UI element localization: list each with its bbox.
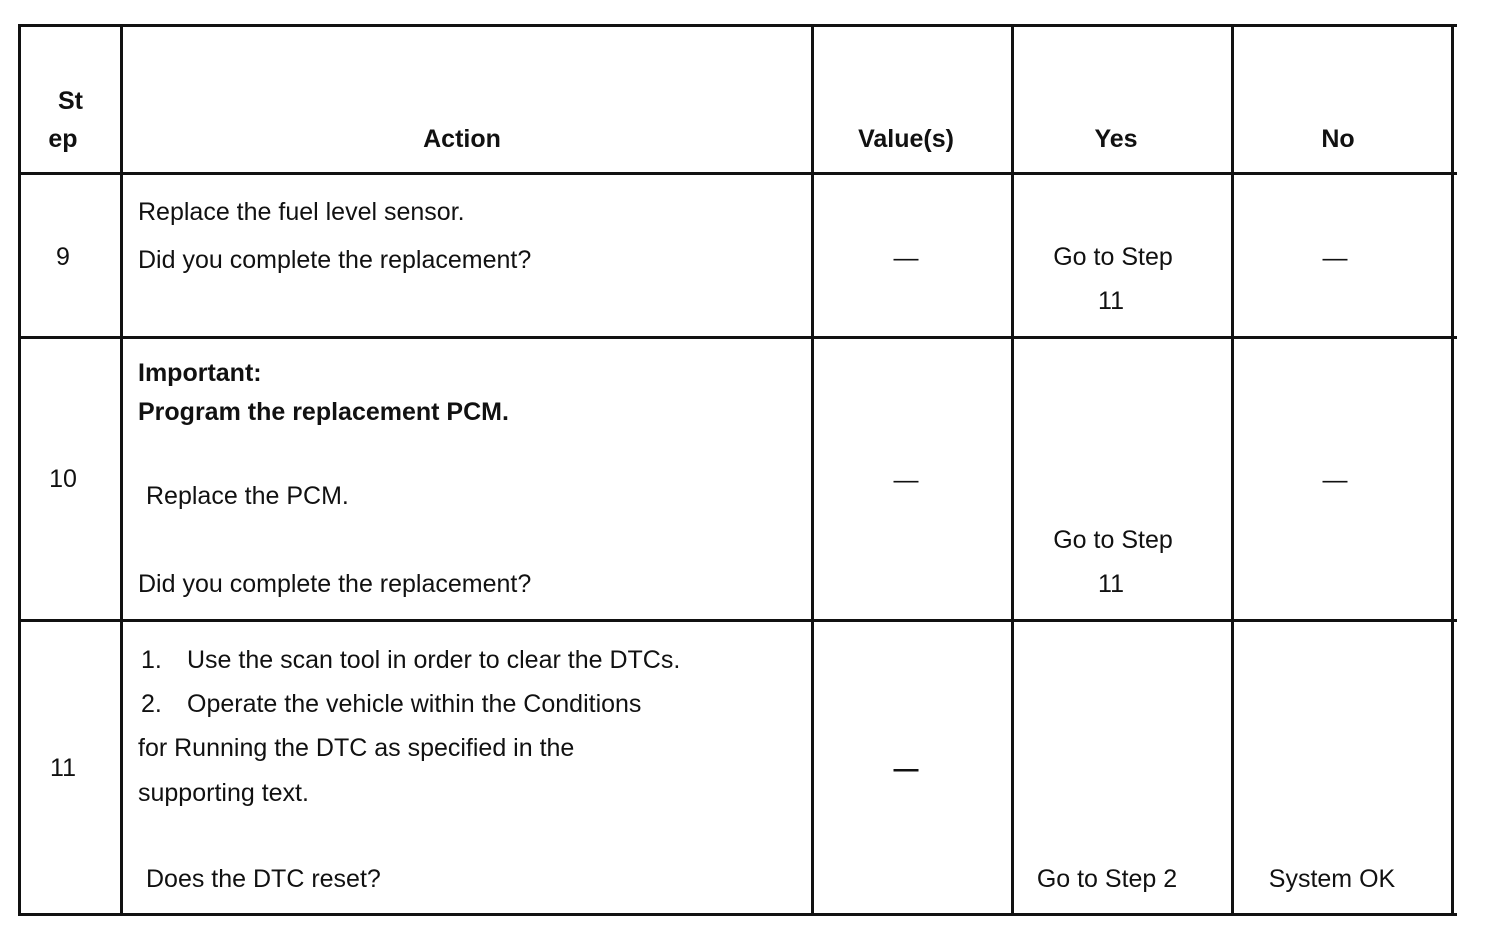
table-border-right: [1451, 24, 1454, 916]
action-text: Replace the PCM.: [146, 482, 349, 510]
action-question: Did you complete the replacement?: [138, 246, 532, 274]
col-divider-step: [120, 24, 123, 916]
header-yes: Yes: [1094, 125, 1138, 153]
yes-cell-line2: 11: [1098, 287, 1124, 315]
yes-cell-line2: 11: [1098, 570, 1124, 598]
row-divider-10: [18, 619, 1457, 622]
yes-cell-line1: Go to Step: [1053, 526, 1173, 554]
no-cell: —: [1322, 244, 1348, 272]
header-step-line2: ep: [48, 125, 78, 153]
col-divider-values: [1011, 24, 1014, 916]
list-item-2-text: Operate the vehicle within the Conditions: [187, 690, 642, 718]
header-no: No: [1321, 125, 1355, 153]
list-item-1-number: 1.: [141, 646, 162, 674]
list-item-1-text: Use the scan tool in order to clear the DTCs.: [187, 646, 681, 674]
no-cell: System OK: [1268, 865, 1396, 893]
header-values: Value(s): [858, 125, 954, 153]
list-item-2-number: 2.: [141, 690, 162, 718]
step-number: 11: [50, 754, 76, 782]
value-cell: —: [893, 466, 919, 494]
action-text: Replace the fuel level sensor.: [138, 198, 465, 226]
yes-cell: Go to Step 2: [1036, 865, 1178, 893]
header-action: Action: [423, 125, 501, 153]
header-step-line1: St: [58, 87, 83, 115]
list-item-2-continuation-2: supporting text.: [138, 779, 309, 807]
table-border-top: [18, 24, 1457, 27]
row-divider-9: [18, 336, 1457, 339]
value-cell: —: [893, 244, 919, 272]
important-text: Program the replacement PCM.: [138, 398, 509, 426]
action-question: Does the DTC reset?: [146, 865, 381, 893]
table-border-bottom: [18, 913, 1457, 916]
no-cell: —: [1322, 466, 1348, 494]
step-number: 10: [49, 465, 77, 493]
header-divider: [18, 172, 1457, 175]
step-number: 9: [56, 243, 70, 271]
action-question: Did you complete the replacement?: [138, 570, 532, 598]
yes-cell-line1: Go to Step: [1053, 243, 1173, 271]
important-label: Important:: [138, 359, 262, 387]
list-item-2-continuation-1: for Running the DTC as specified in the: [138, 734, 575, 762]
value-cell: —: [893, 755, 919, 783]
